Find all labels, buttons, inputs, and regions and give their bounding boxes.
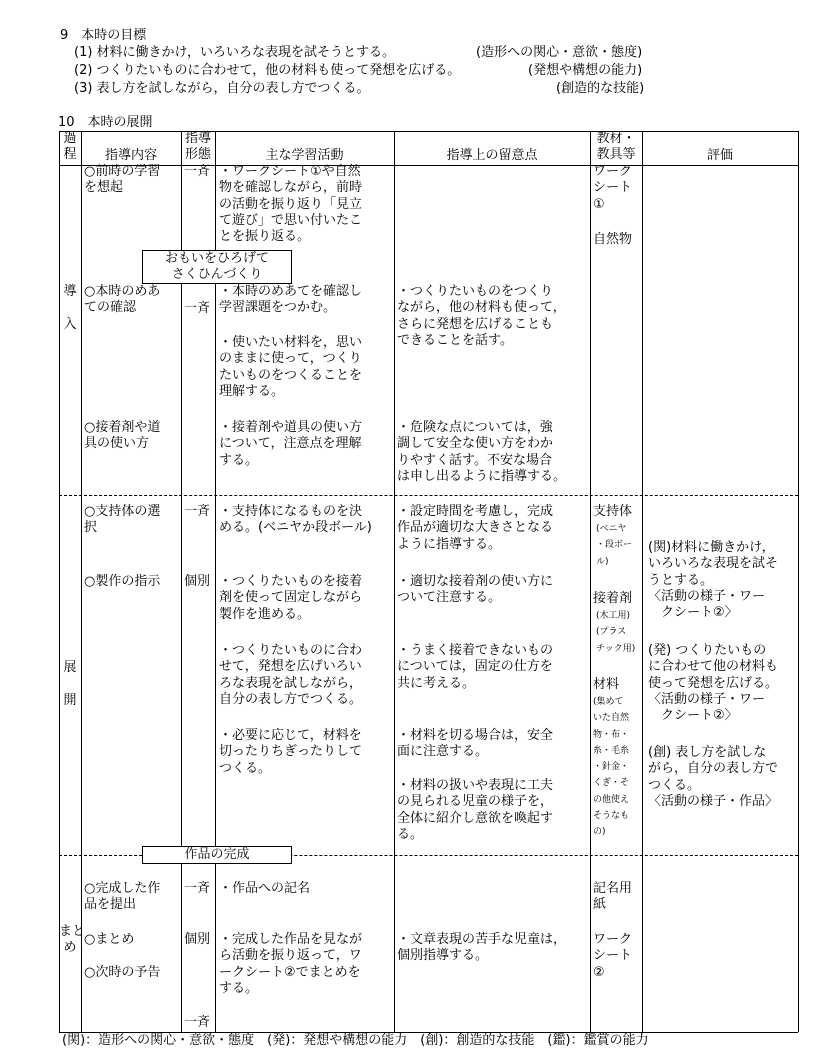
material-3: 支持体 <box>593 504 633 519</box>
content-7: ○まとめ <box>84 932 135 947</box>
activity-10: ・完成した作品を見なが ら活動を振り返って，ワ ークシート②でまとめを する。 <box>219 932 363 996</box>
header-evaluation: 評価 <box>706 148 733 163</box>
goal-3-tag: (創造的な技能) <box>556 81 645 96</box>
phase-intro: 導 入 <box>63 284 77 332</box>
activity-8: ・必要に応じて，材料を 切ったりちぎったりして つくる。 <box>219 728 363 776</box>
note-4: ・適切な接着剤の使い方に ついて注意する。 <box>397 574 554 606</box>
footer-legend: (関)：造形への関心・意欲・態度 (発)：発想や構想の能力 (創)：創造的な技能 (鑑)：鑑賞の能力 <box>62 1033 649 1048</box>
activity-5: ・支持体になるものを決 める。(ベニヤか段ボール) <box>219 504 372 536</box>
note-3: ・設定時間を考慮し，完成 作品が適切な大きさとなる ように指導する。 <box>397 504 554 552</box>
header-content: 指導内容 <box>104 148 157 163</box>
content-6: ○完成した作 品を提出 <box>84 881 161 913</box>
form-5: 一斉 <box>184 881 211 896</box>
header-notes: 指導上の留意点 <box>446 148 538 163</box>
content-8: ○次時の予告 <box>84 965 161 980</box>
material-3-detail: (ベニヤ ・段ボー ル) <box>596 524 633 567</box>
material-5: 材料 <box>593 677 620 692</box>
activity-9: ・作品への記名 <box>219 881 311 896</box>
phase-title-box: おもいをひろげて さくひんづくり <box>142 250 292 284</box>
goal-3: (3) 表し方を試しながら，自分の表し方でつくる。 <box>74 81 370 96</box>
content-2: ○本時のめあ ての確認 <box>84 284 161 316</box>
activity-4: ・接着剤や道具の使い方 について，注意点を理解 する。 <box>219 420 363 468</box>
goal-2: (2) つくりたいものに合わせて，他の材料も使って発想を広げる。 <box>74 63 461 78</box>
form-4: 個別 <box>184 574 211 589</box>
goal-1-tag: (造形への関心・意欲・態度) <box>476 45 643 60</box>
form-2: 一斉 <box>184 301 211 316</box>
evaluation-1: (関)材料に働きかけ， いろいろな表現を試そ うとする。 〈活動の様子・ワー クシート②〉 <box>648 540 779 621</box>
content-4: ○支持体の選 択 <box>84 504 161 536</box>
material-6: 記名用 紙 <box>593 881 633 913</box>
section10-heading: 10 本時の展開 <box>58 115 153 130</box>
goal-2-tag: (発想や構想の能力) <box>528 63 643 78</box>
phase-summary: まと め <box>59 924 86 956</box>
note-6: ・材料を切る場合は，安全 面に注意する。 <box>397 728 554 760</box>
note-1: ・つくりたいものをつくり ながら，他の材料も使って， さらに発想を広げることも できることを話す。 <box>397 284 566 348</box>
content-5: ○製作の指示 <box>84 574 161 589</box>
content-1: ○前時の学習 を想起 <box>84 164 161 196</box>
note-8: ・文章表現の苦手な児童は， 個別指導する。 <box>397 932 567 964</box>
form-3: 一斉 <box>184 504 211 519</box>
material-2: 自然物 <box>593 232 633 247</box>
form-6: 個別 <box>184 932 211 947</box>
material-1: ワーク シート ① <box>593 164 633 212</box>
content-3: ○接着剤や道 具の使い方 <box>84 420 161 452</box>
material-4: 接着剤 <box>593 591 633 606</box>
goal-1: (1) 材料に働きかけ，いろいろな表現を試そうとする。 <box>74 45 396 60</box>
activity-7: ・つくりたいものに合わ せて，発想を広げいろい ろな表現を試しながら， 自分の表し方でつくる。 <box>219 643 363 707</box>
activity-2: ・本時のめあてを確認し 学習課題をつかむ。 <box>219 284 363 316</box>
material-4-detail: (木工用) (プラス チック用) <box>596 611 636 654</box>
activity-3: ・使いたい材料を，思い のままに使って，つくり たいものをつくることを 理解する。 <box>219 335 363 399</box>
note-2: ・危険な点については，強 調して安全な使い方をわか りやすく話す。不安な場合 は申し出るように指導する。 <box>397 420 567 484</box>
activity-6: ・つくりたいものを接着 剤を使って固定しながら 製作を進める。 <box>219 574 363 622</box>
note-5: ・うまく接着できないもの については，固定の仕方を 共に考える。 <box>397 643 554 691</box>
header-process: 過 程 <box>63 131 77 163</box>
header-materials: 教材・ 教具等 <box>596 131 636 163</box>
form-7: 一斉 <box>184 1015 211 1030</box>
note-7: ・材料の扱いや表現に工夫 の見られる児童の様子を， 全体に紹介し意欲を喚起す る。 <box>397 778 554 842</box>
phase-develop: 展 開 <box>63 660 77 708</box>
material-5-detail: (集めて いた自然 物・布・ 糸・毛糸 ・針金・ くぎ・そ の他使え そうなも の) <box>593 697 630 838</box>
form-1: 一斉 <box>184 164 211 179</box>
header-form: 指導 形態 <box>184 131 211 163</box>
evaluation-2: (発) つくりたいもの に合わせて他の材料も 使って発想を広げる。 〈活動の様子・ワー クシート②〉 <box>648 643 779 724</box>
header-activity: 主な学習活動 <box>265 148 344 163</box>
completion-box: 作品の完成 <box>142 846 292 864</box>
activity-1: ・ワークシート①や自然 物を確認しながら，前時 の活動を振り返り「見立 て遊び」で思い付いたこ とを振り返る。 <box>219 164 363 245</box>
material-7: ワーク シート ② <box>593 932 633 980</box>
section9-heading: 9 本時の目標 <box>60 28 147 43</box>
evaluation-3: (創) 表し方を試しな がら，自分の表し方で つくる。 〈活動の様子・作品〉 <box>648 745 779 809</box>
